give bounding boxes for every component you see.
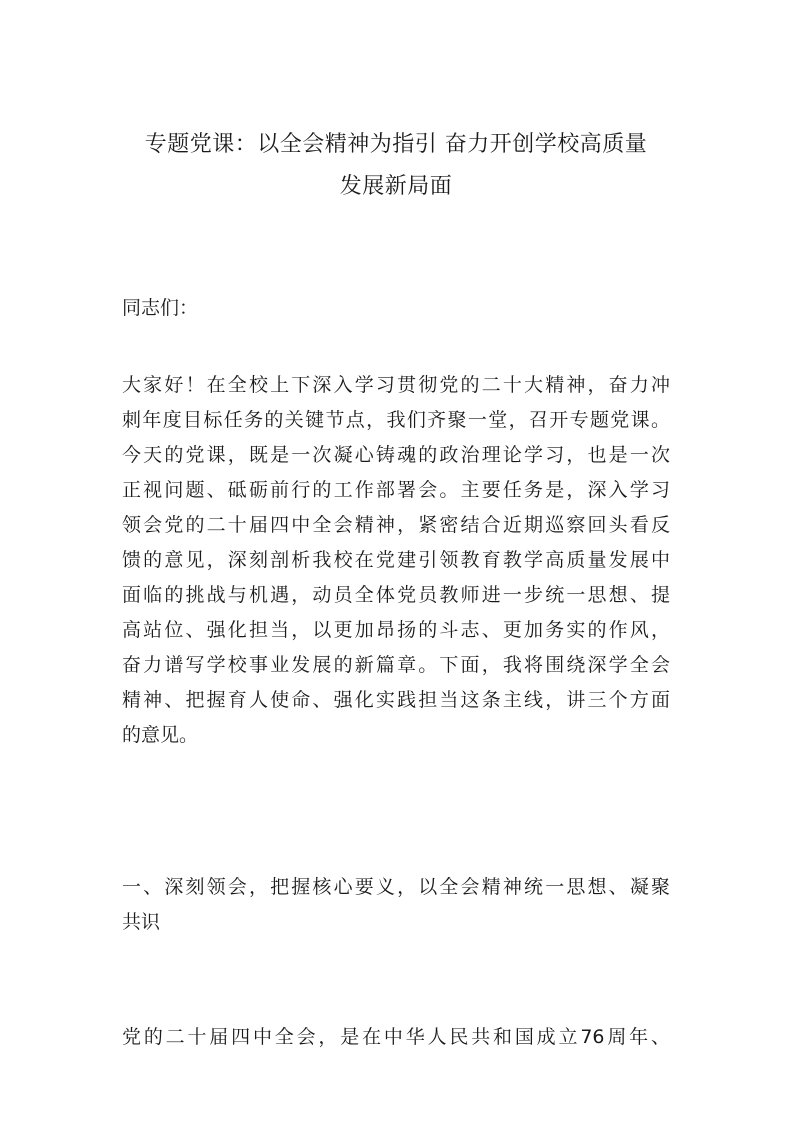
paragraph-line: 奋力谱写学校事业发展的新篇章。下面，我将围绕深学全会 xyxy=(122,654,670,676)
section-heading-1 xyxy=(122,870,670,940)
paragraph-intro xyxy=(122,368,670,753)
title-line: 专题党课：以全会精神为指引 奋力开创学校高质量 xyxy=(144,132,648,157)
paragraph-line: 大家好！在全校上下深入学习贯彻党的二十大精神，奋力冲 xyxy=(122,374,670,396)
paragraph-line: 正视问题、砥砺前行的工作部署会。主要任务是，深入学习 xyxy=(122,479,670,501)
paragraph-line: 党的二十届四中全会，是在中华人民共和国成立76周年、 xyxy=(122,1026,670,1048)
paragraph-line: 领会党的二十届四中全会精神，紧密结合近期巡察回头看反 xyxy=(122,514,670,536)
greeting xyxy=(122,291,670,326)
paragraph-line: 今天的党课，既是一次凝心铸魂的政治理论学习，也是一次 xyxy=(122,444,670,466)
document-title xyxy=(96,124,696,208)
paragraph-line: 刺年度目标任务的关键节点，我们齐聚一堂，召开专题党课。 xyxy=(122,409,670,431)
paragraph-plenary xyxy=(122,1020,670,1055)
greeting-text: 同志们： xyxy=(122,297,199,319)
paragraph-line: 面临的挑战与机遇，动员全体党员教师进一步统一思想、提 xyxy=(122,584,670,606)
title-line: 发展新局面 xyxy=(339,174,453,199)
heading-line: 一、深刻领会，把握核心要义，以全会精神统一思想、凝聚 xyxy=(122,876,670,898)
paragraph-line: 精神、把握育人使命、强化实践担当这条主线，讲三个方面 xyxy=(122,689,670,711)
paragraph-line: 的意见。 xyxy=(122,724,199,746)
paragraph-line: 高站位、强化担当，以更加昂扬的斗志、更加务实的作风， xyxy=(122,619,670,641)
heading-line: 共识 xyxy=(122,911,161,933)
paragraph-line: 馈的意见，深刻剖析我校在党建引领教育教学高质量发展中 xyxy=(122,549,670,571)
